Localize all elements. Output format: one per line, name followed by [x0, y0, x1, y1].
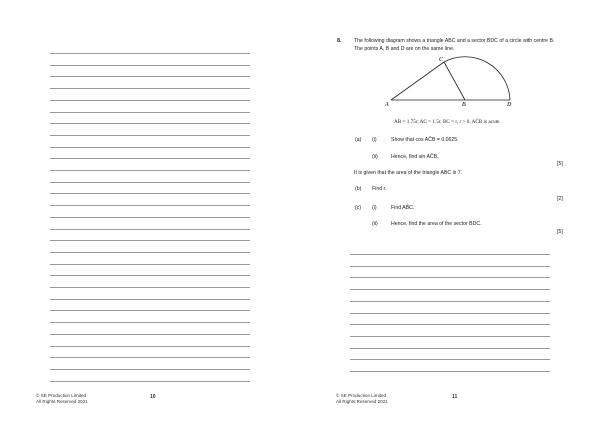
answer-line [350, 277, 550, 278]
footer-line2-right: All Rights Reserved 2021 [336, 399, 388, 404]
part-a-label: (a) [355, 137, 362, 143]
footer-copyright [36, 393, 88, 405]
part-a-i-label: (i) [372, 137, 377, 143]
answer-line [50, 240, 250, 241]
point-label-d: D [507, 102, 512, 108]
given-text: AB = 1.75r, AC = 1.5r, BC = r, r > 0, AĈB is acute. [394, 119, 501, 125]
page-number: 10 [150, 394, 156, 400]
answer-line [50, 287, 250, 288]
footer-line1-right: © SE Production Limited [336, 393, 387, 398]
answer-line [350, 336, 550, 337]
answer-line [50, 76, 250, 77]
answer-line [50, 346, 250, 347]
footer-copyright-right [336, 393, 388, 405]
point-label-a: A [385, 102, 389, 108]
answer-line [50, 53, 250, 54]
answer-line [50, 264, 250, 265]
answer-line [350, 348, 550, 349]
answer-line [50, 357, 250, 358]
answer-line [350, 301, 550, 302]
answer-line [50, 158, 250, 159]
footer-line1: © SE Production Limited [36, 393, 87, 398]
part-c-ii-text: Hence, find the area of the sector BDC. [391, 221, 482, 227]
answer-line [50, 193, 250, 194]
answer-line [50, 322, 250, 323]
line-ac [391, 62, 444, 100]
part-c-i-text: Find AB̂C. [391, 205, 415, 211]
answer-line [50, 217, 250, 218]
answer-line [350, 254, 550, 255]
answer-line [350, 359, 550, 360]
answer-line [350, 371, 550, 372]
answer-line [50, 100, 250, 101]
footer-line2: All Rights Reserved 2021 [36, 399, 88, 404]
answer-line [50, 170, 250, 171]
answer-line [350, 324, 550, 325]
part-a-ii-text: Hence, find sin AĈB. [391, 154, 439, 160]
question-number: 8. [337, 38, 342, 44]
answer-line [50, 123, 250, 124]
part-b-label: (b) [355, 186, 362, 192]
answer-line [50, 229, 250, 230]
answer-line [50, 381, 250, 382]
sector-arc [444, 57, 510, 100]
point-label-b: B [462, 102, 466, 108]
answer-line [50, 65, 250, 66]
part-b-text: Find r. [372, 186, 387, 192]
triangle-sector-diagram [383, 52, 523, 108]
part-a-i-text: Show that cos AĈB = 0.0625. [391, 137, 459, 143]
answer-line [350, 289, 550, 290]
area-statement: It is given that the area of the triangle ABC is 7. [354, 170, 463, 176]
answer-line [50, 112, 250, 113]
part-c-i-label: (i) [372, 205, 377, 211]
question-intro: The following diagram shows a triangle ABC and a sector BDC of a circle with centre B. The points A, B and D are on the same line. [354, 38, 555, 52]
part-a-ii-label: (ii) [372, 154, 378, 160]
answer-line [50, 275, 250, 276]
point-label-c: C [439, 57, 444, 63]
part-c-mark: [5] [557, 229, 563, 235]
answer-line [50, 369, 250, 370]
answer-line [50, 334, 250, 335]
part-b-mark: [2] [557, 196, 563, 202]
answer-line [50, 310, 250, 311]
line-bc [444, 62, 465, 100]
page-number-right: 11 [452, 394, 458, 400]
answer-line [50, 147, 250, 148]
answer-line [50, 135, 250, 136]
answer-line [50, 88, 250, 89]
answer-line [50, 299, 250, 300]
part-c-label: (c) [355, 205, 362, 211]
answer-line [50, 182, 250, 183]
answer-line [50, 205, 250, 206]
part-c-ii-label: (ii) [372, 221, 378, 227]
answer-line [350, 266, 550, 267]
part-a-mark: [5] [557, 161, 563, 167]
answer-line [50, 252, 250, 253]
answer-line [350, 313, 550, 314]
